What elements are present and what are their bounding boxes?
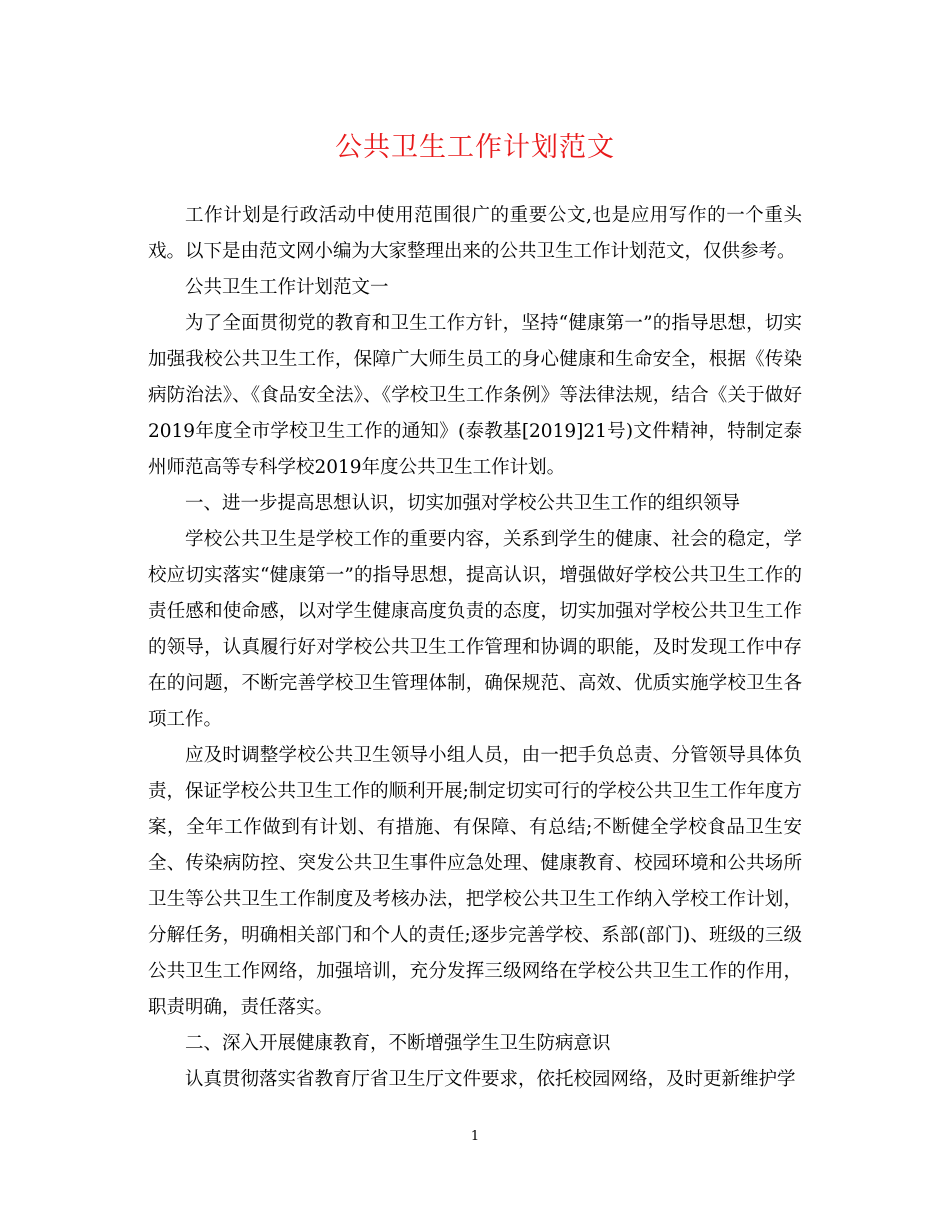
body-paragraph: 学校公共卫生是学校工作的重要内容，关系到学生的健康、社会的稳定，学校应切实落实“健康第一”的指导思想，提高认识，增强做好学校公共卫生工作的责任感和使命感，以对学生健康高度负责的态度，切实加强对学校公共卫生工作的领导，认真履行好对学校公共卫生工作管理和协调的职能，及时发现工作中存在的问题，不断完善学校卫生管理体制，确保规范、高效、优质实施学校卫生各项工作。: [148, 529, 802, 730]
section-heading-two: 二、深入开展健康教育，不断增强学生卫生防病意识: [185, 1033, 611, 1054]
section-heading-sample-one: 公共卫生工作计划范文一: [185, 277, 389, 298]
section-heading-one: 一、进一步提高思想认识，切实加强对学校公共卫生工作的组织领导: [185, 493, 741, 514]
intro-paragraph: 工作计划是行政活动中使用范围很广的重要公文,也是应用写作的一个重头戏。以下是由范文网小编为大家整理出来的公共卫生工作计划范文，仅供参考。: [148, 205, 802, 262]
page-number: 1: [470, 1129, 480, 1144]
body-paragraph: 认真贯彻落实省教育厅省卫生厅文件要求，依托校园网络，及时更新维护学: [185, 1069, 796, 1090]
document-body: [148, 198, 802, 1098]
body-paragraph: 应及时调整学校公共卫生领导小组人员，由一把手负总责、分管领导具体负责，保证学校公共卫生工作的顺利开展;制定切实可行的学校公共卫生工作年度方案，全年工作做到有计划、有措施、有保障、有总结;不断健全学校食品卫生安全、传染病防控、突发公共卫生事件应急处理、健康教育、校园环境和公共场所卫生等公共卫生工作制度及考核办法，把学校公共卫生工作纳入学校工作计划，分解任务，明确相关部门和个人的责任;逐步完善学校、系部(部门)、班级的三级公共卫生工作网络，加强培训，充分发挥三级网络在学校公共卫生工作的作用，职责明确，责任落实。: [148, 745, 802, 1018]
document-title: 公共卫生工作计划范文: [335, 132, 615, 163]
body-paragraph: 为了全面贯彻党的教育和卫生工作方针，坚持“健康第一”的指导思想，切实加强我校公共卫生工作，保障广大师生员工的身心健康和生命安全，根据《传染病防治法》、《食品安全法》、《学校卫生工作条例》等法律法规，结合《关于做好2019年度全市学校卫生工作的通知》(泰教基[2019]21号)文件精神，特制定泰州师范高等专科学校2019年度公共卫生工作计划。: [148, 313, 802, 478]
